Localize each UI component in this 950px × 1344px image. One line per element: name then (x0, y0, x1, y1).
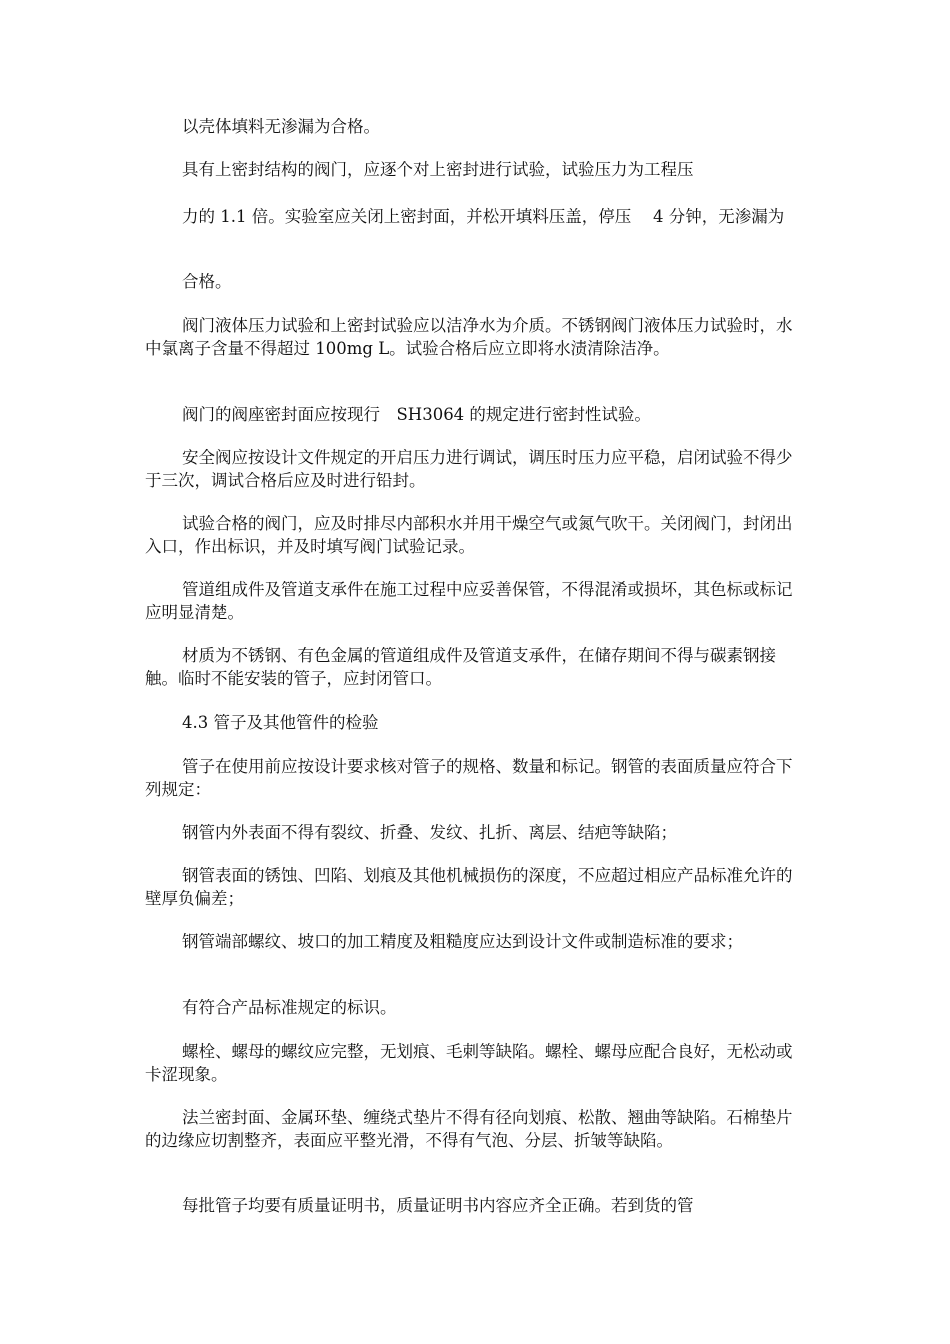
paragraph-6: 阀门的阀座密封面应按现行 SH3064 的规定进行密封性试验。 (182, 405, 651, 424)
paragraph-18: 法兰密封面、金属环垫、缠绕式垫片不得有径向划痕、松散、翘曲等缺陷。石棉垫片的边缘应切割整齐，表面应平整光滑，不得有气泡、分层、折皱等缺陷。 (145, 1108, 793, 1150)
paragraph-4: 合格。 (182, 272, 232, 291)
section-heading-4-3: 4.3 管子及其他管件的检验 (182, 713, 379, 732)
paragraph-1: 以壳体填料无渗漏为合格。 (182, 117, 380, 136)
paragraph-12: 管子在使用前应按设计要求核对管子的规格、数量和标记。钢管的表面质量应符合下列规定： (145, 757, 793, 799)
paragraph-5: 阀门液体压力试验和上密封试验应以洁净水为介质。不锈钢阀门液体压力试验时，水中氯离子含量不得超过 100mg L。试验合格后应立即将水渍清除洁净。 (145, 316, 793, 358)
paragraph-9: 管道组成件及管道支承件在施工过程中应妥善保管，不得混淆或损坏，其色标或标记应明显清楚。 (145, 580, 793, 622)
paragraph-19: 每批管子均要有质量证明书，质量证明书内容应齐全正确。若到货的管 (182, 1196, 694, 1215)
paragraph-15: 钢管端部螺纹、坡口的加工精度及粗糙度应达到设计文件或制造标准的要求； (182, 932, 743, 951)
paragraph-8: 试验合格的阀门，应及时排尽内部积水并用干燥空气或氮气吹干。关闭阀门，封闭出入口，作出标识，并及时填写阀门试验记录。 (145, 514, 793, 556)
paragraph-7: 安全阀应按设计文件规定的开启压力进行调试，调压时压力应平稳，启闭试验不得少于三次，调试合格后应及时进行铅封。 (145, 448, 793, 490)
paragraph-13: 钢管内外表面不得有裂纹、折叠、发纹、扎折、离层、结疤等缺陷； (182, 823, 677, 842)
paragraph-3: 力的 1.1 倍。实验室应关闭上密封面，并松开填料压盖，停压 4 分钟，无渗漏为 (182, 207, 785, 226)
paragraph-17: 螺栓、螺母的螺纹应完整，无划痕、毛刺等缺陷。螺栓、螺母应配合良好，无松动或卡涩现象。 (145, 1042, 793, 1084)
paragraph-2: 具有上密封结构的阀门，应逐个对上密封进行试验，试验压力为工程压 (182, 160, 694, 179)
paragraph-14: 钢管表面的锈蚀、凹陷、划痕及其他机械损伤的深度，不应超过相应产品标准允许的壁厚负偏差； (145, 866, 793, 908)
paragraph-10: 材质为不锈钢、有色金属的管道组成件及管道支承件，在储存期间不得与碳素钢接触。临时不能安装的管子，应封闭管口。 (145, 646, 776, 688)
paragraph-16: 有符合产品标准规定的标识。 (182, 998, 397, 1017)
